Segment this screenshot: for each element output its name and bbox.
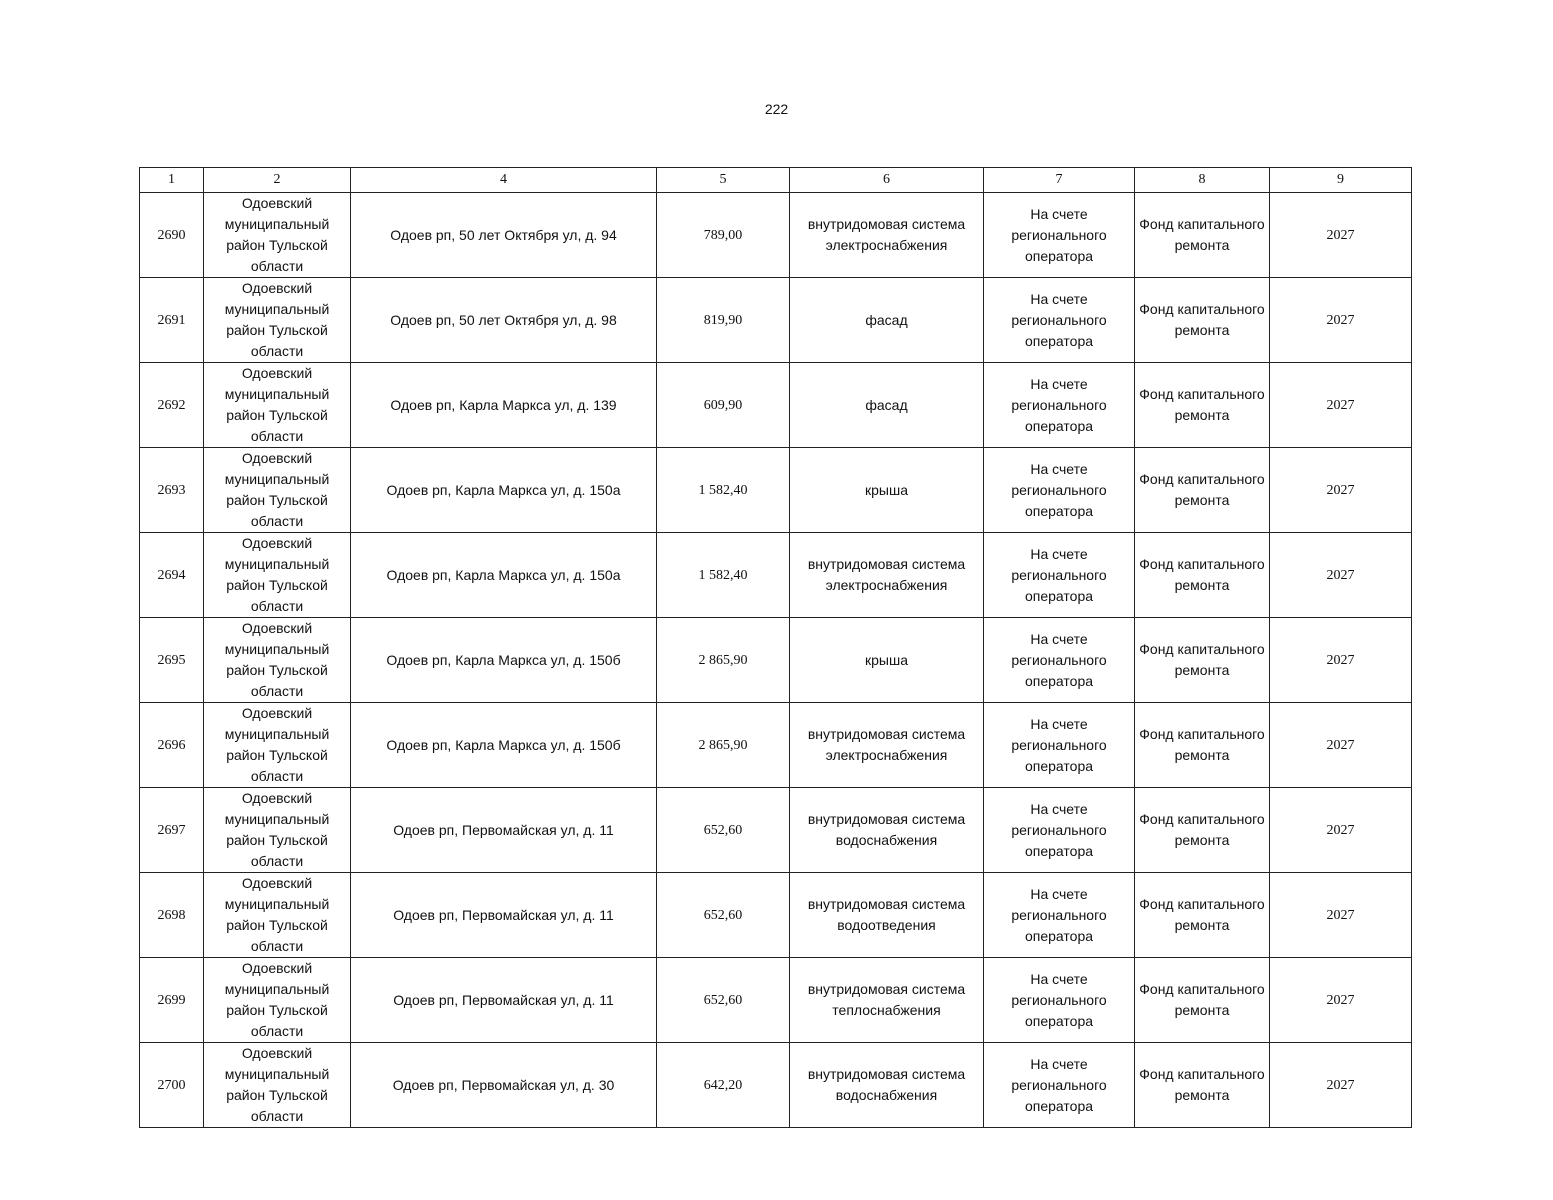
district-cell: Одоевский муниципальный район Тульской области — [204, 193, 351, 278]
year-cell: 2027 — [1270, 788, 1412, 873]
account-cell: На счете регионального оператора — [984, 788, 1135, 873]
work-type-cell: внутридомовая система электроснабжения — [790, 193, 984, 278]
work-type-cell: внутридомовая система теплоснабжения — [790, 958, 984, 1043]
area-cell: 652,60 — [657, 788, 790, 873]
district-cell: Одоевский муниципальный район Тульской области — [204, 363, 351, 448]
work-type-cell: внутридомовая система электроснабжения — [790, 533, 984, 618]
row-number: 2696 — [140, 703, 204, 788]
address-cell: Одоев рп, Карла Маркса ул, д. 150б — [351, 703, 657, 788]
area-cell: 652,60 — [657, 958, 790, 1043]
district-cell: Одоевский муниципальный район Тульской области — [204, 448, 351, 533]
area-cell: 642,20 — [657, 1043, 790, 1128]
address-cell: Одоев рп, Первомайская ул, д. 30 — [351, 1043, 657, 1128]
year-cell: 2027 — [1270, 703, 1412, 788]
account-cell: На счете регионального оператора — [984, 1043, 1135, 1128]
year-cell: 2027 — [1270, 193, 1412, 278]
row-number: 2695 — [140, 618, 204, 703]
address-cell: Одоев рп, Первомайская ул, д. 11 — [351, 873, 657, 958]
work-type-cell: внутридомовая система водоснабжения — [790, 1043, 984, 1128]
work-type-cell: крыша — [790, 448, 984, 533]
account-cell: На счете регионального оператора — [984, 448, 1135, 533]
work-type-cell: фасад — [790, 278, 984, 363]
fund-cell: Фонд капитального ремонта — [1135, 363, 1270, 448]
column-header: 1 — [140, 168, 204, 193]
column-header: 6 — [790, 168, 984, 193]
column-header: 8 — [1135, 168, 1270, 193]
row-number: 2692 — [140, 363, 204, 448]
row-number: 2691 — [140, 278, 204, 363]
table-row — [140, 703, 1412, 788]
column-number-row — [140, 168, 1412, 193]
table-row — [140, 1043, 1412, 1128]
area-cell: 652,60 — [657, 873, 790, 958]
address-cell: Одоев рп, 50 лет Октября ул, д. 98 — [351, 278, 657, 363]
district-cell: Одоевский муниципальный район Тульской области — [204, 873, 351, 958]
row-number: 2694 — [140, 533, 204, 618]
address-cell: Одоев рп, 50 лет Октября ул, д. 94 — [351, 193, 657, 278]
account-cell: На счете регионального оператора — [984, 533, 1135, 618]
fund-cell: Фонд капитального ремонта — [1135, 958, 1270, 1043]
year-cell: 2027 — [1270, 363, 1412, 448]
address-cell: Одоев рп, Карла Маркса ул, д. 150б — [351, 618, 657, 703]
row-number: 2700 — [140, 1043, 204, 1128]
account-cell: На счете регионального оператора — [984, 278, 1135, 363]
row-number: 2690 — [140, 193, 204, 278]
row-number: 2697 — [140, 788, 204, 873]
row-number: 2693 — [140, 448, 204, 533]
work-type-cell: внутридомовая система электроснабжения — [790, 703, 984, 788]
table-row — [140, 193, 1412, 278]
address-cell: Одоев рп, Первомайская ул, д. 11 — [351, 958, 657, 1043]
row-number: 2698 — [140, 873, 204, 958]
work-type-cell: внутридомовая система водоснабжения — [790, 788, 984, 873]
table-row — [140, 618, 1412, 703]
fund-cell: Фонд капитального ремонта — [1135, 448, 1270, 533]
year-cell: 2027 — [1270, 448, 1412, 533]
area-cell: 789,00 — [657, 193, 790, 278]
account-cell: На счете регионального оператора — [984, 363, 1135, 448]
row-number: 2699 — [140, 958, 204, 1043]
area-cell: 1 582,40 — [657, 448, 790, 533]
area-cell: 1 582,40 — [657, 533, 790, 618]
column-header: 7 — [984, 168, 1135, 193]
address-cell: Одоев рп, Карла Маркса ул, д. 150а — [351, 533, 657, 618]
district-cell: Одоевский муниципальный район Тульской области — [204, 533, 351, 618]
table-row — [140, 448, 1412, 533]
work-type-cell: фасад — [790, 363, 984, 448]
area-cell: 819,90 — [657, 278, 790, 363]
fund-cell: Фонд капитального ремонта — [1135, 278, 1270, 363]
district-cell: Одоевский муниципальный район Тульской области — [204, 958, 351, 1043]
area-cell: 609,90 — [657, 363, 790, 448]
address-cell: Одоев рп, Карла Маркса ул, д. 150а — [351, 448, 657, 533]
column-header: 9 — [1270, 168, 1412, 193]
fund-cell: Фонд капитального ремонта — [1135, 193, 1270, 278]
table-row — [140, 533, 1412, 618]
fund-cell: Фонд капитального ремонта — [1135, 703, 1270, 788]
table-row — [140, 873, 1412, 958]
work-type-cell: крыша — [790, 618, 984, 703]
area-cell: 2 865,90 — [657, 703, 790, 788]
account-cell: На счете регионального оператора — [984, 703, 1135, 788]
year-cell: 2027 — [1270, 958, 1412, 1043]
work-type-cell: внутридомовая система водоотведения — [790, 873, 984, 958]
account-cell: На счете регионального оператора — [984, 873, 1135, 958]
district-cell: Одоевский муниципальный район Тульской области — [204, 1043, 351, 1128]
fund-cell: Фонд капитального ремонта — [1135, 618, 1270, 703]
fund-cell: Фонд капитального ремонта — [1135, 1043, 1270, 1128]
account-cell: На счете регионального оператора — [984, 618, 1135, 703]
page-number: 222 — [764, 101, 789, 117]
account-cell: На счете регионального оператора — [984, 193, 1135, 278]
column-header: 4 — [351, 168, 657, 193]
district-cell: Одоевский муниципальный район Тульской области — [204, 278, 351, 363]
table-row — [140, 363, 1412, 448]
district-cell: Одоевский муниципальный район Тульской области — [204, 618, 351, 703]
fund-cell: Фонд капитального ремонта — [1135, 788, 1270, 873]
column-header: 5 — [657, 168, 790, 193]
column-header: 2 — [204, 168, 351, 193]
district-cell: Одоевский муниципальный район Тульской области — [204, 703, 351, 788]
district-cell: Одоевский муниципальный район Тульской области — [204, 788, 351, 873]
year-cell: 2027 — [1270, 873, 1412, 958]
address-cell: Одоев рп, Первомайская ул, д. 11 — [351, 788, 657, 873]
capital-repair-table — [139, 167, 1412, 1128]
account-cell: На счете регионального оператора — [984, 958, 1135, 1043]
table-body — [140, 193, 1412, 1128]
year-cell: 2027 — [1270, 1043, 1412, 1128]
fund-cell: Фонд капитального ремонта — [1135, 533, 1270, 618]
table-row — [140, 958, 1412, 1043]
area-cell: 2 865,90 — [657, 618, 790, 703]
year-cell: 2027 — [1270, 278, 1412, 363]
table-row — [140, 278, 1412, 363]
year-cell: 2027 — [1270, 618, 1412, 703]
year-cell: 2027 — [1270, 533, 1412, 618]
fund-cell: Фонд капитального ремонта — [1135, 873, 1270, 958]
table-row — [140, 788, 1412, 873]
address-cell: Одоев рп, Карла Маркса ул, д. 139 — [351, 363, 657, 448]
